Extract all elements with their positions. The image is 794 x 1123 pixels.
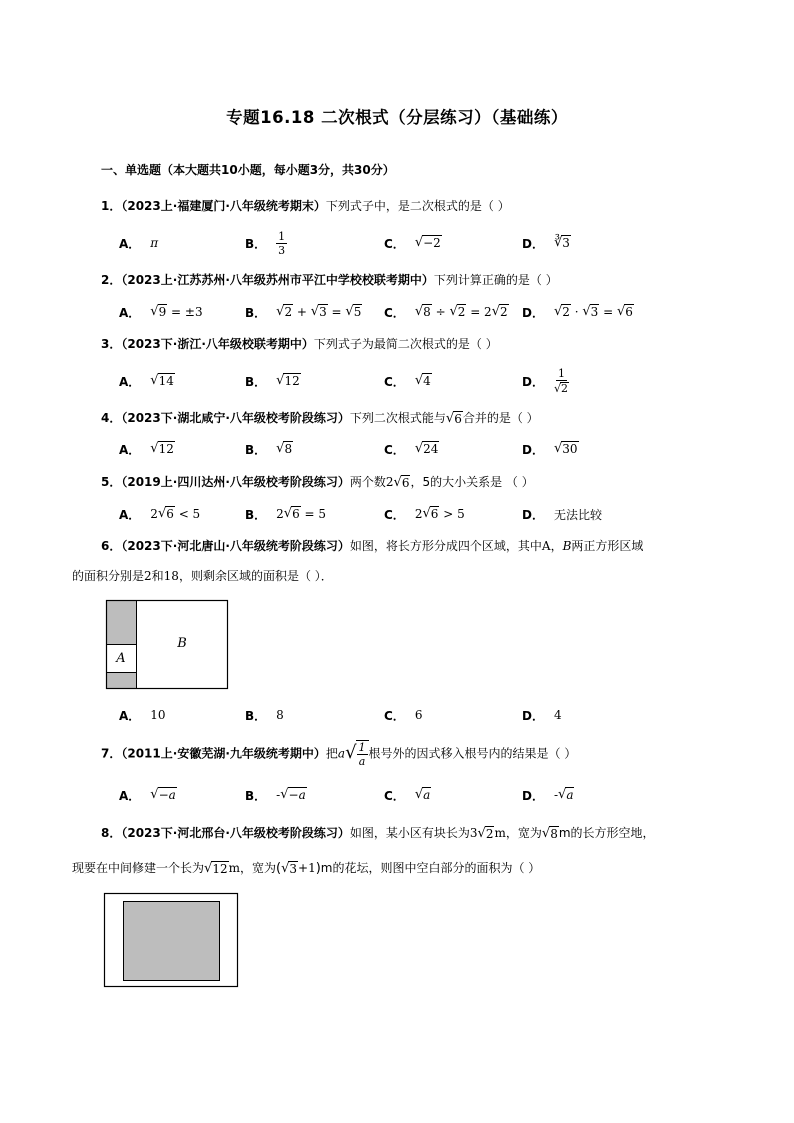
figure-label-a: A — [116, 651, 126, 666]
option-a[interactable]: A． 10 — [119, 708, 166, 723]
option-b[interactable]: B． 8 — [245, 708, 284, 723]
question-8-figure — [103, 892, 240, 989]
question-7: 7．（2011上·安徽芜湖·九年级统考期中）把a √ $\frac{1}{a}$ 根号外的因式移入根号内的结果是（ ） — [101, 741, 577, 768]
option-b[interactable]: B． √ 2 + √ 3 = √ 5 — [245, 304, 362, 320]
option-a[interactable]: A． √ −a — [119, 787, 176, 803]
section-heading: 一、单选题（本大题共10小题，每小题3分，共30分） — [101, 163, 395, 177]
option-d[interactable]: D． √ 2 · √ 3 = √ 6 — [522, 304, 633, 320]
option-c[interactable]: C． √ −2 — [384, 235, 441, 251]
figure-shaded-top — [107, 601, 137, 645]
question-6: 6．（2023下·河北唐山·八年级统考阶段练习）如图，将长方形分成四个区域，其中A，B两正方形区域 — [101, 539, 644, 553]
option-a[interactable]: A． √ 12 — [119, 441, 174, 457]
option-d[interactable]: D． 1 √ 2 — [522, 367, 568, 395]
option-b[interactable]: B． 2 √ 6 = 5 — [245, 506, 327, 522]
question-3: 3．（2023下·浙江·八年级校联考期中）下列式子为最简二次根式的是（ ） — [101, 337, 498, 351]
question-stem: 下列式子中，是二次根式的是（ ） — [325, 199, 510, 213]
figure-shaded-bottom — [107, 673, 137, 689]
option-c[interactable]: C． √ 24 — [384, 441, 439, 457]
question-6-line-2: 的面积分别是2和18，则剩余区域的面积是（ ）． — [72, 569, 333, 583]
option-a[interactable]: A． 2 √ 6 < 5 — [119, 506, 201, 522]
page-title: 专题16.18 二次根式（分层练习）（基础练） — [226, 108, 568, 127]
option-c[interactable]: C． √ a — [384, 787, 431, 803]
figure-label-b: B — [177, 636, 187, 651]
figure-flowerbed — [124, 902, 220, 981]
question-2: 2．（2023上·江苏苏州·八年级苏州市平江中学校校联考期中）下列计算正确的是（ ） — [101, 273, 558, 287]
option-b[interactable]: B． - √ −a — [245, 787, 306, 803]
question-6-options — [0, 703, 794, 727]
option-c-expr: √ −2 — [414, 235, 441, 250]
question-6-figure — [105, 599, 230, 691]
question-number: 1． — [101, 199, 122, 213]
option-c[interactable]: C． 6 — [384, 708, 423, 723]
question-8: 8．（2023下·河北邢台·八年级校考阶段练习）如图，某小区有块长为3 √ 2 m，宽为 √ 8 m的长方形空地， — [101, 825, 655, 841]
option-a[interactable]: A． π — [119, 236, 159, 251]
option-d[interactable]: D． √ 30 — [522, 441, 578, 457]
option-c[interactable]: C． √ 4 — [384, 373, 431, 389]
question-2-options — [0, 300, 794, 324]
question-8-line-2: 现要在中间修建一个长为 √ 12 m，宽为( √ 3 +1)m的花坛，则图中空白部分的面积为（ ） — [72, 860, 541, 876]
option-b-expr: $\frac{1}{3}$ — [278, 229, 286, 257]
option-d[interactable]: D． 4 — [522, 708, 562, 723]
question-4: 4．（2023下·湖北咸宁·八年级校考阶段练习）下列二次根式能与 √ 6 合并的是（ ） — [101, 410, 539, 426]
question-5-options — [0, 502, 794, 526]
option-b[interactable]: B． $\frac{1}{3}$ — [245, 229, 286, 257]
option-d[interactable]: D． ∛ 3 — [522, 235, 570, 251]
option-a[interactable]: A． √ 9 = ±3 — [119, 304, 203, 320]
option-c[interactable]: C． √ 8 ÷ √ 2 = 2 √ 2 — [384, 304, 508, 320]
question-1 — [101, 196, 510, 216]
option-d-expr: ∛ 3 — [553, 235, 570, 250]
option-b[interactable]: B． √ 12 — [245, 373, 300, 389]
question-1-options — [0, 231, 794, 255]
question-4-options — [0, 437, 794, 461]
option-d[interactable]: D． 无法比较 — [522, 507, 602, 522]
option-d[interactable]: D． - √ a — [522, 787, 574, 803]
question-5: 5．（2019上·四川达州·八年级校考阶段练习）两个数2 √ 6 ，5的大小关系是 （ ） — [101, 474, 534, 490]
option-a[interactable]: A． √ 14 — [119, 373, 174, 389]
question-7-options — [0, 783, 794, 807]
option-b[interactable]: B． √ 8 — [245, 441, 293, 457]
question-source: （2023上·福建厦门·八年级统考期末） — [121, 199, 326, 213]
option-c[interactable]: C． 2 √ 6 > 5 — [384, 506, 465, 522]
option-a-expr: π — [150, 236, 159, 250]
question-3-options — [0, 369, 794, 393]
